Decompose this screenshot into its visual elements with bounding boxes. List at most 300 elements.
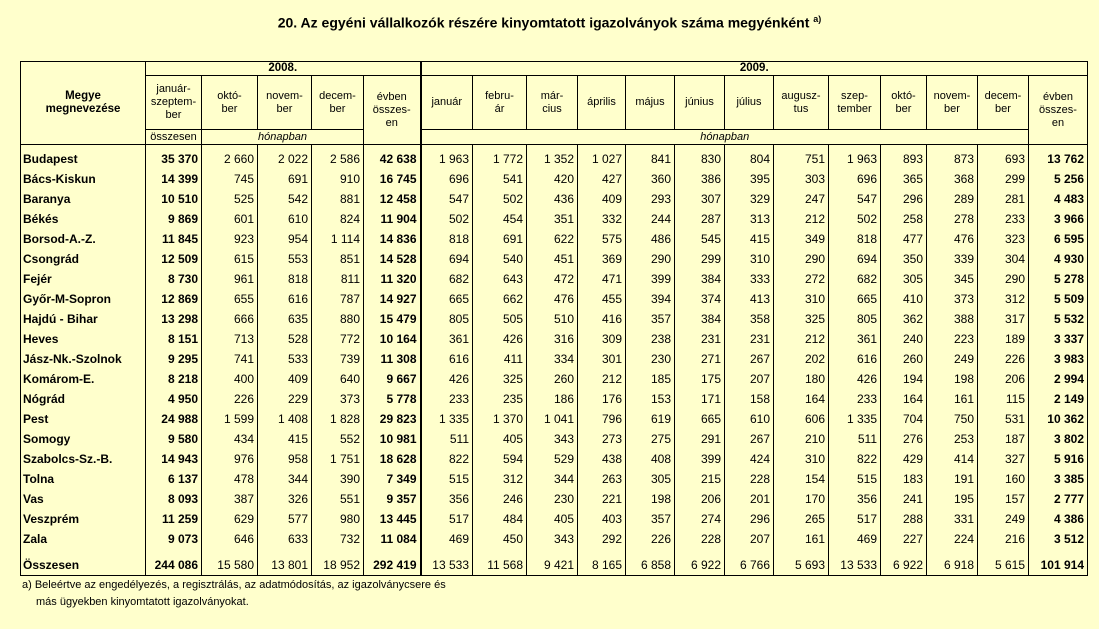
- cell-value: 267: [725, 349, 774, 369]
- cell-value: 2 777: [1029, 489, 1088, 509]
- cell-value: 212: [578, 369, 626, 389]
- cell-value: 399: [626, 269, 675, 289]
- cell-value: 787: [312, 289, 364, 309]
- cell-value: 175: [675, 369, 725, 389]
- cell-value: 502: [421, 209, 473, 229]
- cell-value: 477: [881, 229, 927, 249]
- cell-value: 231: [725, 329, 774, 349]
- cell-value: 426: [829, 369, 881, 389]
- cell-value: 161: [774, 529, 829, 549]
- cell-value: 240: [881, 329, 927, 349]
- cell-value: 235: [473, 389, 527, 409]
- cell-value: 195: [927, 489, 978, 509]
- cell-value: 289: [927, 189, 978, 209]
- cell-value: 610: [725, 409, 774, 429]
- cell-value: 278: [927, 209, 978, 229]
- cell-value: 682: [421, 269, 473, 289]
- cell-value: 502: [473, 189, 527, 209]
- cell-value: 408: [626, 449, 675, 469]
- cell-value: 164: [881, 389, 927, 409]
- cell-value: 13 762: [1029, 145, 1088, 170]
- cell-value: 3 337: [1029, 329, 1088, 349]
- cell-value: 553: [258, 249, 312, 269]
- cell-value: 241: [881, 489, 927, 509]
- cell-value: 290: [978, 269, 1029, 289]
- cell-value: 469: [421, 529, 473, 549]
- cell-value: 666: [202, 309, 258, 329]
- cell-value: 691: [258, 169, 312, 189]
- col-header-2009: évben összes- en: [1029, 76, 1088, 145]
- cell-value: 11 084: [364, 529, 421, 549]
- cell-value: 472: [527, 269, 578, 289]
- table-row: [21, 309, 1088, 329]
- cell-value: 212: [774, 329, 829, 349]
- cell-value: 804: [725, 145, 774, 170]
- table-row: [21, 169, 1088, 189]
- cell-value: 796: [578, 409, 626, 429]
- table-row: [21, 229, 1088, 249]
- cell-value: 3 512: [1029, 529, 1088, 549]
- county-name: Pest: [21, 409, 146, 429]
- cell-value: 18 628: [364, 449, 421, 469]
- col-header-2008: évben összes- en: [364, 76, 421, 145]
- cell-value: 265: [774, 509, 829, 529]
- cell-value: 542: [258, 189, 312, 209]
- cell-value: 409: [258, 369, 312, 389]
- cell-value: 260: [881, 349, 927, 369]
- cell-value: 4 930: [1029, 249, 1088, 269]
- cell-value: 229: [258, 389, 312, 409]
- cell-value: 1 828: [312, 409, 364, 429]
- cell-value: 198: [626, 489, 675, 509]
- cell-value: 616: [421, 349, 473, 369]
- cell-value: 5 778: [364, 389, 421, 409]
- cell-value: 665: [829, 289, 881, 309]
- cell-value: 818: [421, 229, 473, 249]
- cell-value: 873: [927, 145, 978, 170]
- cell-value: 704: [881, 409, 927, 429]
- cell-value: 693: [978, 145, 1029, 170]
- cell-value: 629: [202, 509, 258, 529]
- cell-value: 384: [675, 269, 725, 289]
- cell-value: 9 357: [364, 489, 421, 509]
- cell-value: 750: [927, 409, 978, 429]
- cell-value: 310: [774, 289, 829, 309]
- cell-value: 247: [774, 189, 829, 209]
- cell-value: 206: [675, 489, 725, 509]
- cell-value: 822: [829, 449, 881, 469]
- cell-value: 373: [927, 289, 978, 309]
- cell-value: 436: [527, 189, 578, 209]
- col-header-2009: novem- ber: [927, 76, 978, 130]
- col-header-2009: június: [675, 76, 725, 130]
- cell-value: 1 370: [473, 409, 527, 429]
- cell-value: 221: [578, 489, 626, 509]
- county-name: Borsod-A.-Z.: [21, 229, 146, 249]
- cell-value: 515: [421, 469, 473, 489]
- cell-value: 399: [675, 449, 725, 469]
- cell-value: 310: [774, 449, 829, 469]
- cell-value: 10 981: [364, 429, 421, 449]
- cell-value: 271: [675, 349, 725, 369]
- cell-value: 405: [473, 429, 527, 449]
- cell-value: 594: [473, 449, 527, 469]
- cell-value: 373: [312, 389, 364, 409]
- cell-value: 505: [473, 309, 527, 329]
- cell-value: 2 586: [312, 145, 364, 170]
- cell-value: 438: [578, 449, 626, 469]
- cell-value: 635: [258, 309, 312, 329]
- cell-value: 292 419: [364, 549, 421, 576]
- cell-value: 207: [725, 369, 774, 389]
- cell-value: 312: [978, 289, 1029, 309]
- col-header-2008: január- szeptem- ber: [146, 76, 202, 130]
- cell-value: 5 278: [1029, 269, 1088, 289]
- cell-value: 288: [881, 509, 927, 529]
- cell-value: 303: [774, 169, 829, 189]
- cell-value: 291: [675, 429, 725, 449]
- cell-value: 640: [312, 369, 364, 389]
- cell-value: 8 165: [578, 549, 626, 576]
- cell-value: 400: [202, 369, 258, 389]
- cell-value: 1 599: [202, 409, 258, 429]
- cell-value: 3 983: [1029, 349, 1088, 369]
- cell-value: 206: [978, 369, 1029, 389]
- cell-value: 11 845: [146, 229, 202, 249]
- cell-value: 410: [881, 289, 927, 309]
- cell-value: 5 693: [774, 549, 829, 576]
- cell-value: 8 730: [146, 269, 202, 289]
- col-header-2009: febru- ár: [473, 76, 527, 130]
- cell-value: 187: [978, 429, 1029, 449]
- cell-value: 18 952: [312, 549, 364, 576]
- cell-value: 547: [829, 189, 881, 209]
- cell-value: 510: [527, 309, 578, 329]
- county-name: Bács-Kiskun: [21, 169, 146, 189]
- cell-value: 249: [978, 509, 1029, 529]
- cell-value: 3 385: [1029, 469, 1088, 489]
- cell-value: 1 041: [527, 409, 578, 429]
- cell-value: 528: [258, 329, 312, 349]
- cell-value: 11 259: [146, 509, 202, 529]
- col-header-2009: május: [626, 76, 675, 130]
- row-label-header: Megye megnevezése: [21, 62, 146, 145]
- cell-value: 325: [774, 309, 829, 329]
- cell-value: 345: [927, 269, 978, 289]
- table-row: [21, 469, 1088, 489]
- cell-value: 281: [978, 189, 1029, 209]
- cell-value: 6 922: [675, 549, 725, 576]
- table-row: [21, 329, 1088, 349]
- cell-value: 224: [927, 529, 978, 549]
- cell-value: 424: [725, 449, 774, 469]
- cell-value: 606: [774, 409, 829, 429]
- cell-value: 5 615: [978, 549, 1029, 576]
- cell-value: 186: [527, 389, 578, 409]
- cell-value: 426: [421, 369, 473, 389]
- cell-value: 180: [774, 369, 829, 389]
- cell-value: 253: [927, 429, 978, 449]
- cell-value: 13 801: [258, 549, 312, 576]
- cell-value: 323: [978, 229, 1029, 249]
- cell-value: 1 352: [527, 145, 578, 170]
- cell-value: 469: [829, 529, 881, 549]
- cell-value: 427: [578, 169, 626, 189]
- cell-value: 344: [527, 469, 578, 489]
- cell-value: 1 751: [312, 449, 364, 469]
- cell-value: 233: [421, 389, 473, 409]
- cell-value: 296: [725, 509, 774, 529]
- cell-value: 365: [881, 169, 927, 189]
- cell-value: 9 295: [146, 349, 202, 369]
- cell-value: 429: [881, 449, 927, 469]
- table-row: [21, 189, 1088, 209]
- cell-value: 1 408: [258, 409, 312, 429]
- cell-value: 207: [725, 529, 774, 549]
- cell-value: 309: [578, 329, 626, 349]
- col-header-2009: szep- tember: [829, 76, 881, 130]
- cell-value: 533: [258, 349, 312, 369]
- cell-value: 811: [312, 269, 364, 289]
- cell-value: 327: [978, 449, 1029, 469]
- cell-value: 313: [725, 209, 774, 229]
- cell-value: 531: [978, 409, 1029, 429]
- cell-value: 230: [527, 489, 578, 509]
- cell-value: 478: [202, 469, 258, 489]
- cell-value: 267: [725, 429, 774, 449]
- cell-value: 655: [202, 289, 258, 309]
- cell-value: 360: [626, 169, 675, 189]
- cell-value: 954: [258, 229, 312, 249]
- cell-value: 1 027: [578, 145, 626, 170]
- monthly-label-2009: hónapban: [421, 130, 1029, 145]
- cell-value: 601: [202, 209, 258, 229]
- cell-value: 682: [829, 269, 881, 289]
- cell-value: 9 421: [527, 549, 578, 576]
- cell-value: 881: [312, 189, 364, 209]
- cell-value: 226: [626, 529, 675, 549]
- page-title: 20. Az egyéni vállalkozók részére kinyomtatott igazolványok száma megyénként $^{a)}$: [277, 14, 822, 31]
- cell-value: 818: [258, 269, 312, 289]
- cell-value: 260: [527, 369, 578, 389]
- cell-value: 202: [774, 349, 829, 369]
- cell-value: 691: [473, 229, 527, 249]
- cell-value: 411: [473, 349, 527, 369]
- cell-value: 616: [829, 349, 881, 369]
- table-row: [21, 529, 1088, 549]
- cell-value: 4 483: [1029, 189, 1088, 209]
- cell-value: 307: [675, 189, 725, 209]
- cell-value: 696: [829, 169, 881, 189]
- cell-value: 115: [978, 389, 1029, 409]
- cell-value: 9 580: [146, 429, 202, 449]
- cell-value: 215: [675, 469, 725, 489]
- cell-value: 805: [829, 309, 881, 329]
- cell-value: 12 458: [364, 189, 421, 209]
- cell-value: 170: [774, 489, 829, 509]
- cell-value: 334: [527, 349, 578, 369]
- cell-value: 349: [774, 229, 829, 249]
- cell-value: 176: [578, 389, 626, 409]
- cell-value: 893: [881, 145, 927, 170]
- cell-value: 231: [675, 329, 725, 349]
- cell-value: 238: [626, 329, 675, 349]
- cell-value: 6 918: [927, 549, 978, 576]
- cell-value: 16 745: [364, 169, 421, 189]
- table-row: [21, 369, 1088, 389]
- cell-value: 451: [527, 249, 578, 269]
- cell-value: 551: [312, 489, 364, 509]
- cell-value: 665: [421, 289, 473, 309]
- cell-value: 233: [829, 389, 881, 409]
- cell-value: 326: [258, 489, 312, 509]
- cell-value: 13 533: [421, 549, 473, 576]
- cell-value: 185: [626, 369, 675, 389]
- cell-value: 2 660: [202, 145, 258, 170]
- cell-value: 541: [473, 169, 527, 189]
- cell-value: 369: [578, 249, 626, 269]
- cell-value: 426: [473, 329, 527, 349]
- cell-value: 1 335: [829, 409, 881, 429]
- cell-value: 10 510: [146, 189, 202, 209]
- col-header-2009: április: [578, 76, 626, 130]
- col-header-2008: októ- ber: [202, 76, 258, 130]
- cell-value: 14 528: [364, 249, 421, 269]
- cell-value: 395: [725, 169, 774, 189]
- cell-value: 191: [927, 469, 978, 489]
- cell-value: 540: [473, 249, 527, 269]
- cell-value: 223: [927, 329, 978, 349]
- cell-value: 1 963: [421, 145, 473, 170]
- year-2009-header: 2009.: [421, 62, 1088, 76]
- cell-value: 233: [978, 209, 1029, 229]
- cell-value: 13 298: [146, 309, 202, 329]
- col-header-2009: már- cius: [527, 76, 578, 130]
- county-name: Baranya: [21, 189, 146, 209]
- cell-value: 923: [202, 229, 258, 249]
- cell-value: 8 218: [146, 369, 202, 389]
- cell-value: 293: [626, 189, 675, 209]
- cell-value: 362: [881, 309, 927, 329]
- cell-value: 745: [202, 169, 258, 189]
- cell-value: 841: [626, 145, 675, 170]
- cell-value: 958: [258, 449, 312, 469]
- table-row: [21, 489, 1088, 509]
- cell-value: 413: [725, 289, 774, 309]
- cell-value: 415: [258, 429, 312, 449]
- cell-value: 751: [774, 145, 829, 170]
- cell-value: 880: [312, 309, 364, 329]
- cell-value: 772: [312, 329, 364, 349]
- table-row: [21, 449, 1088, 469]
- cell-value: 414: [927, 449, 978, 469]
- cell-value: 317: [978, 309, 1029, 329]
- cell-value: 1 772: [473, 145, 527, 170]
- cell-value: 189: [978, 329, 1029, 349]
- cell-value: 476: [527, 289, 578, 309]
- table-row: [21, 249, 1088, 269]
- cell-value: 356: [829, 489, 881, 509]
- cell-value: 249: [927, 349, 978, 369]
- cell-value: 2 994: [1029, 369, 1088, 389]
- cell-value: 696: [421, 169, 473, 189]
- cell-value: 8 151: [146, 329, 202, 349]
- cell-value: 633: [258, 529, 312, 549]
- table-row: [21, 509, 1088, 529]
- cell-value: 6 922: [881, 549, 927, 576]
- cell-value: 350: [881, 249, 927, 269]
- cell-value: 212: [774, 209, 829, 229]
- cell-value: 244 086: [146, 549, 202, 576]
- cell-value: 694: [421, 249, 473, 269]
- cell-value: 5 916: [1029, 449, 1088, 469]
- cell-value: 6 137: [146, 469, 202, 489]
- county-name: Vas: [21, 489, 146, 509]
- cell-value: 694: [829, 249, 881, 269]
- county-name: Jász-Nk.-Szolnok: [21, 349, 146, 369]
- cell-value: 290: [626, 249, 675, 269]
- table-row: [21, 429, 1088, 449]
- table-row: [21, 409, 1088, 429]
- cell-value: 12 509: [146, 249, 202, 269]
- col-header-2008: decem- ber: [312, 76, 364, 130]
- cell-value: 160: [978, 469, 1029, 489]
- county-name: Összesen: [21, 549, 146, 576]
- cell-value: 3 802: [1029, 429, 1088, 449]
- cell-value: 29 823: [364, 409, 421, 429]
- county-name: Hajdú - Bihar: [21, 309, 146, 329]
- cell-value: 198: [927, 369, 978, 389]
- cell-value: 976: [202, 449, 258, 469]
- cell-value: 183: [881, 469, 927, 489]
- cell-value: 615: [202, 249, 258, 269]
- data-table: [20, 61, 1088, 576]
- cell-value: 616: [258, 289, 312, 309]
- cell-value: 296: [881, 189, 927, 209]
- year-2008-header: 2008.: [146, 62, 421, 76]
- table-row: [21, 549, 1088, 576]
- cell-value: 822: [421, 449, 473, 469]
- cell-value: 35 370: [146, 145, 202, 170]
- cell-value: 361: [829, 329, 881, 349]
- cell-value: 515: [829, 469, 881, 489]
- cell-value: 374: [675, 289, 725, 309]
- cell-value: 316: [527, 329, 578, 349]
- cell-value: 4 950: [146, 389, 202, 409]
- cell-value: 263: [578, 469, 626, 489]
- county-name: Csongrád: [21, 249, 146, 269]
- county-name: Somogy: [21, 429, 146, 449]
- table-header: [21, 62, 1088, 145]
- cell-value: 230: [626, 349, 675, 369]
- col-header-2008: novem- ber: [258, 76, 312, 130]
- cell-value: 739: [312, 349, 364, 369]
- cell-value: 10 362: [1029, 409, 1088, 429]
- cell-value: 5 532: [1029, 309, 1088, 329]
- table-row: [21, 349, 1088, 369]
- table-row: [21, 289, 1088, 309]
- cell-value: 390: [312, 469, 364, 489]
- county-name: Budapest: [21, 145, 146, 170]
- cell-value: 388: [927, 309, 978, 329]
- table-row: [21, 389, 1088, 409]
- cell-value: 356: [421, 489, 473, 509]
- cell-value: 272: [774, 269, 829, 289]
- cell-value: 299: [675, 249, 725, 269]
- cell-value: 741: [202, 349, 258, 369]
- cell-value: 484: [473, 509, 527, 529]
- cell-value: 244: [626, 209, 675, 229]
